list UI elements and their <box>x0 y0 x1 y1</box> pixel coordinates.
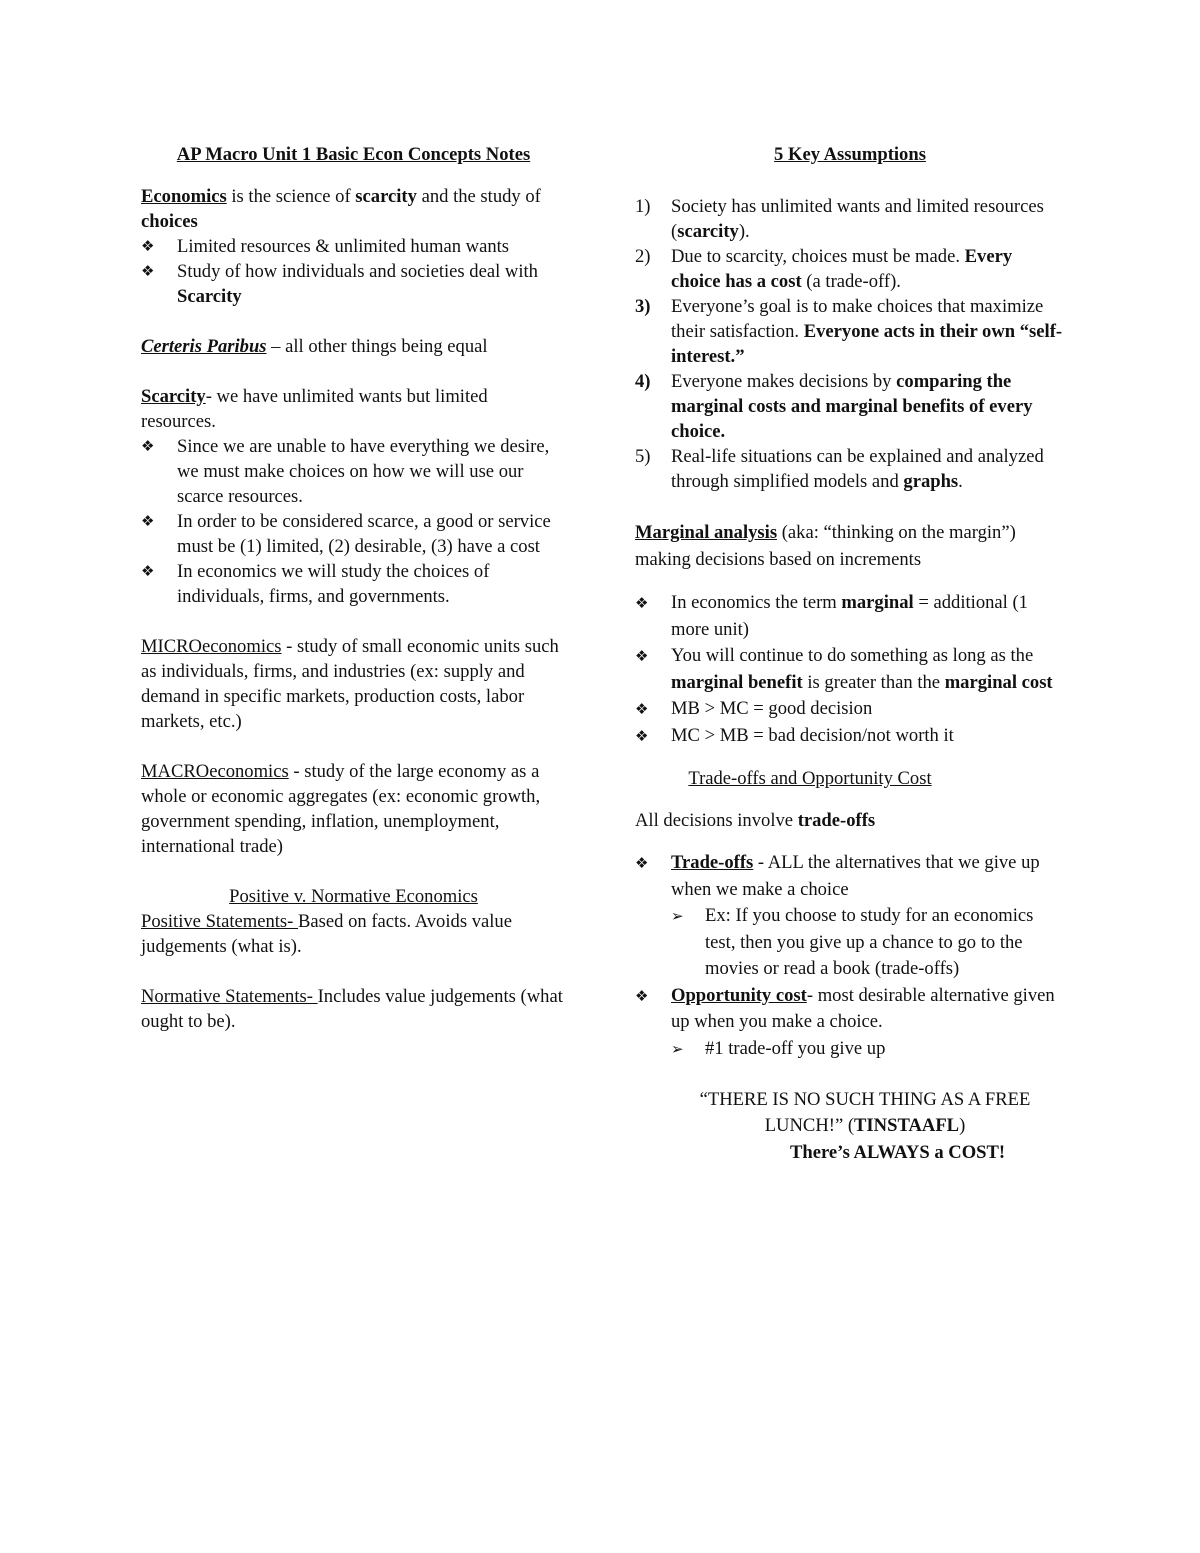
page-title: AP Macro Unit 1 Basic Econ Concepts Notes <box>176 144 531 165</box>
positive-statements <box>141 909 566 959</box>
list-item <box>635 590 1065 643</box>
macro-term: MACROeconomics <box>141 761 289 782</box>
ceteris-text: – all other things being equal <box>266 336 488 357</box>
bullet-text: In economics we will study the choices of individuals, firms, and governments. <box>177 561 490 607</box>
micro-definition <box>141 634 566 734</box>
list-number: 5) <box>635 446 651 467</box>
list-number: 1) <box>635 196 651 217</box>
economics-definition <box>141 184 566 234</box>
list-item <box>635 194 1065 244</box>
assumption-bold: Everyone acts in their own “self-interest.” <box>671 321 1063 367</box>
intro-text: All decisions involve <box>635 810 798 831</box>
diamond-bullet-icon: ❖ <box>141 562 155 580</box>
bullet-text: In order to be considered scarce, a good or service must be (1) limited, (2) desirable, (3) have a cost <box>177 511 551 557</box>
positive-term: Positive Statements- <box>141 911 299 932</box>
micro-term: MICROeconomics <box>141 636 282 657</box>
list-number: 2) <box>635 246 651 267</box>
diamond-bullet-icon: ❖ <box>635 647 649 665</box>
list-item <box>141 234 566 259</box>
list-item <box>141 434 566 509</box>
sub-bullet-text: #1 trade-off you give up <box>705 1037 886 1059</box>
macro-definition <box>141 759 566 859</box>
assumptions-title: 5 Key Assumptions <box>774 144 926 165</box>
assumptions-list <box>635 194 1065 494</box>
list-item <box>635 723 1065 750</box>
positive-text: Based on facts. Avoids value judgements (what is). <box>141 911 512 957</box>
scarcity-text: - we have unlimited wants but limited resources. <box>141 386 488 432</box>
bullet-text: MC > MB = bad decision/not worth it <box>671 724 954 746</box>
economics-term: Economics <box>141 186 227 207</box>
opportunity-cost-term: Opportunity cost <box>671 984 807 1006</box>
diamond-bullet-icon: ❖ <box>635 594 649 612</box>
diamond-bullet-icon: ❖ <box>141 237 155 255</box>
list-item <box>141 559 566 609</box>
assumption-text: Everyone makes decisions by <box>671 371 897 392</box>
micro-text: - study of small economic units such as individuals, firms, and industries (ex: supply and demand in specific markets, production costs, labor markets, etc.) <box>141 636 559 732</box>
bullet-mid: is greater than the <box>802 671 945 693</box>
normative-statements <box>141 984 566 1034</box>
bullet-text: You will continue to do something as long as the <box>671 645 1034 666</box>
sub-bullet-text: Ex: If you choose to study for an economics test, then you give up a chance to go to the movies or read a book (trade-offs) <box>705 905 1034 979</box>
bullet-text: - most desirable alternative given up when you make a choice. <box>671 984 1055 1032</box>
ceteris-term: Certeris Paribus <box>141 336 267 357</box>
bullet-bold: marginal <box>841 592 914 613</box>
tradeoffs-term: Trade-offs <box>671 852 754 873</box>
left-column <box>141 142 566 1034</box>
assumption-bold: Every choice has a cost <box>671 246 1013 292</box>
list-number: 4) <box>635 371 651 392</box>
list-item <box>671 903 1065 983</box>
quote-bold: TINSTAAFL <box>854 1115 960 1136</box>
normative-text: Includes value judgements (what ought to be). <box>141 986 563 1032</box>
assumption-text: Society has unlimited wants and limited resources ( <box>671 196 1044 242</box>
tradeoffs-heading: Trade-offs and Opportunity Cost <box>688 768 932 789</box>
ceteris-paribus-definition <box>141 334 566 359</box>
diamond-bullet-icon: ❖ <box>141 437 155 455</box>
tradeoff-bullets <box>635 850 1065 1062</box>
list-item <box>635 294 1065 369</box>
bullet-text: Since we are unable to have everything we desire, we must make choices on how we will use our scarce resources. <box>177 436 550 507</box>
diamond-bullet-icon: ❖ <box>635 854 649 872</box>
list-item <box>635 444 1065 494</box>
right-column <box>635 142 1065 1167</box>
bullet-text: Limited resources & unlimited human wants <box>177 236 510 257</box>
opportunity-sublist <box>671 1036 1065 1063</box>
diamond-bullet-icon: ❖ <box>635 986 649 1005</box>
marginal-term: Marginal analysis <box>635 522 778 543</box>
scarcity-definition <box>141 384 566 434</box>
bullet-text: In economics the term <box>671 592 842 613</box>
assumption-end: . <box>958 471 963 492</box>
assumption-bold: scarcity <box>677 221 739 242</box>
normative-term: Normative Statements- <box>141 986 318 1007</box>
bullet-bold-2: marginal cost <box>944 671 1053 693</box>
macro-text: - study of the large economy as a whole or economic aggregates (ex: economic growth, government spending, inflation, unemployment, international trade) <box>141 761 541 857</box>
marginal-text: (aka: “thinking on the margin”) making decisions based on increments <box>635 522 1016 570</box>
assumption-text: Everyone’s goal is to make choices that maximize their satisfaction. <box>671 296 1044 342</box>
marginal-bullets <box>635 590 1065 749</box>
positive-normative-heading: Positive v. Normative Economics <box>229 886 478 907</box>
diamond-bullet-icon: ❖ <box>141 512 155 530</box>
list-item <box>141 509 566 559</box>
list-item <box>635 643 1065 696</box>
diamond-bullet-icon: ❖ <box>635 700 649 718</box>
bullet-text: - ALL the alternatives that we give up when we make a choice <box>671 852 1040 900</box>
tinstaafl-quote <box>635 1087 1065 1139</box>
quote-end: ) <box>959 1115 966 1136</box>
list-item <box>671 1036 1065 1063</box>
quote-text: “THERE IS NO SUCH THING AS A FREE LUNCH!” ( <box>699 1089 1031 1136</box>
bullet-bold: marginal benefit <box>671 671 803 693</box>
diamond-bullet-icon: ❖ <box>635 726 649 745</box>
bullet-text: MB > MC = good decision <box>671 698 873 719</box>
always-cost-line: There’s ALWAYS a COST! <box>790 1142 1006 1163</box>
list-item <box>635 244 1065 294</box>
arrow-bullet-icon: ➢ <box>671 907 684 925</box>
diamond-bullet-icon: ❖ <box>141 262 155 280</box>
list-item <box>635 983 1065 1063</box>
economics-text-2: and the study of <box>416 186 541 207</box>
assumption-bold: comparing the marginal costs and marginal benefits of every choice. <box>671 371 1033 442</box>
assumption-bold: graphs <box>903 471 959 492</box>
assumption-end: (a trade-off). <box>801 271 901 292</box>
list-item <box>635 369 1065 444</box>
arrow-bullet-icon: ➢ <box>671 1039 684 1058</box>
tradeoffs-intro <box>635 808 1065 833</box>
scarcity-term: Scarcity <box>141 386 206 407</box>
tradeoffs-sublist <box>671 903 1065 983</box>
list-item <box>141 259 566 309</box>
list-number: 3) <box>635 296 651 317</box>
bullet-bold: Scarcity <box>177 286 242 307</box>
scarcity-bullets <box>141 434 566 609</box>
bullet-end: = additional (1 more unit) <box>671 592 1028 640</box>
marginal-analysis-definition <box>635 519 1065 573</box>
list-item <box>635 850 1065 983</box>
list-item <box>635 696 1065 723</box>
assumption-text: Due to scarcity, choices must be made. <box>671 246 965 267</box>
assumption-text: Real-life situations can be explained and analyzed through simplified models and <box>671 446 1044 492</box>
assumption-end: ). <box>738 221 750 242</box>
economics-text-1: is the science of <box>226 186 356 207</box>
economics-choices: choices <box>141 211 198 232</box>
intro-bold: trade-offs <box>797 810 876 831</box>
economics-bullets <box>141 234 566 309</box>
bullet-text: Study of how individuals and societies deal with <box>177 261 538 282</box>
economics-scarcity: scarcity <box>355 186 417 207</box>
